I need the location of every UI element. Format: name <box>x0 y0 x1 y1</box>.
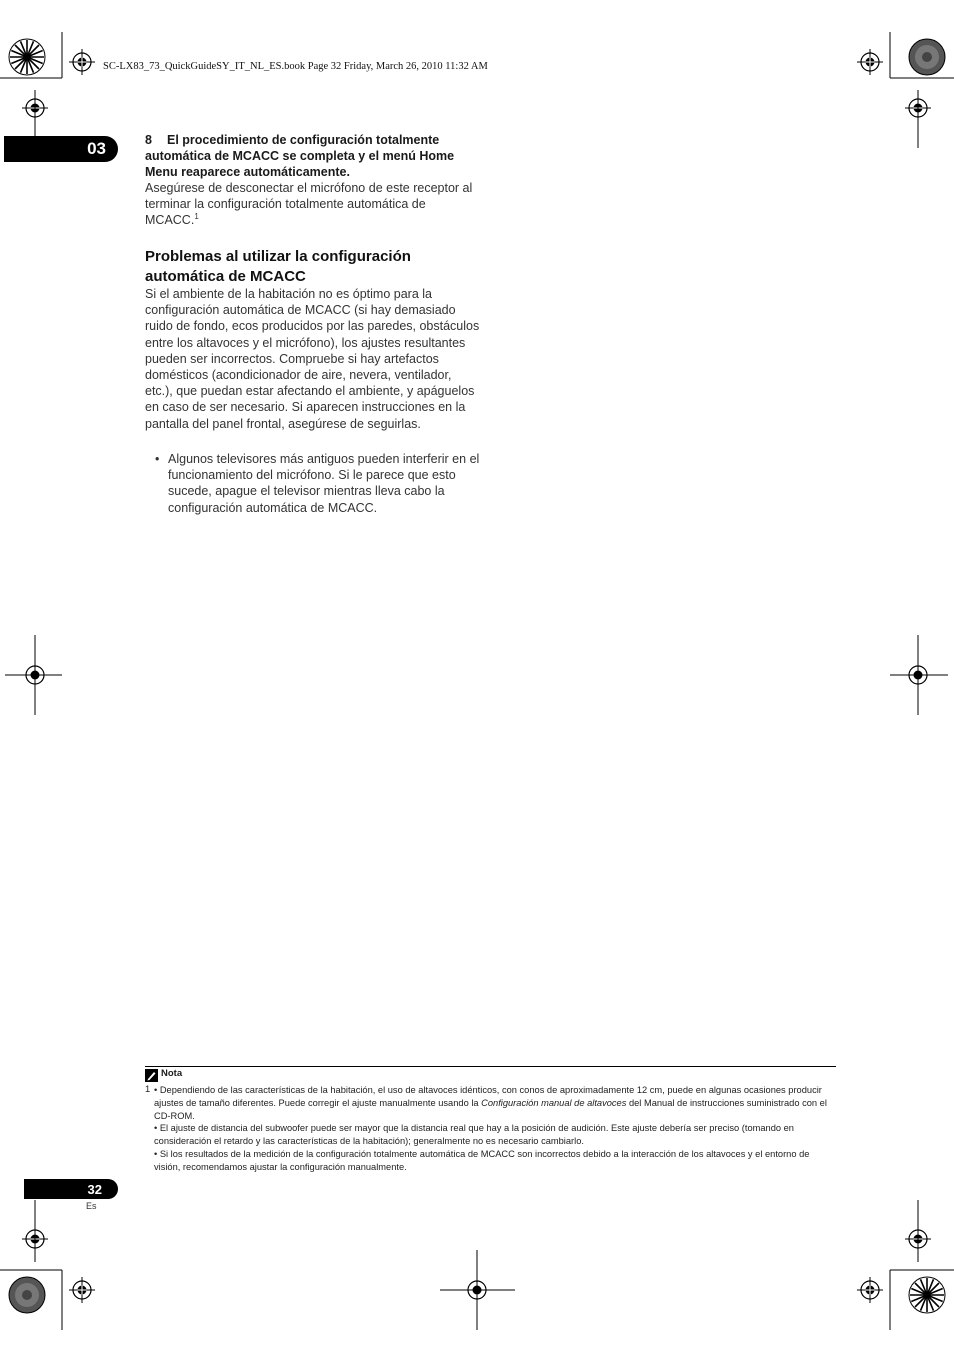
section-paragraph: Si el ambiente de la habitación no es óptimo para la configuración automática de MCACC (si hay demasiado ruido de fondo, ecos producidos por las paredes, obstáculos entre los altavoces y el micrófono), los ajustes resultantes pueden ser incorrectos. Compruebe si hay artefactos domésticos (acondicionador de aire, nevera, ventilador, etc.), que puedan estar afectando el ambiente, y apáguelos en caso de ser necesario. Si aparecen instrucciones en la pantalla del panel frontal, asegúrese de seguirlas. <box>145 287 480 431</box>
page-number: 32 <box>87 1181 102 1197</box>
footnote-number: 1 <box>145 1084 151 1094</box>
footnote-item: • El ajuste de distancia del subwoofer puede ser mayor que la distancia real que hay a la posición de audición. Este ajuste debería ser preciso (tomando en consideración el retardo y las características de la habitación); generalmente no es necesario cambiarlo. <box>154 1123 794 1146</box>
note-icon <box>145 1069 158 1082</box>
bullet-text: Algunos televisores más antiguos pueden interferir en el funcionamiento del micrófono. Si le parece que esto sucede, apague el televisor mientras lleva cabo la configuración automática de MCACC. <box>168 452 480 515</box>
notes-divider <box>145 1066 836 1067</box>
chapter-number: 03 <box>87 139 106 158</box>
footnote-emphasis: Configuración manual de altavoces <box>481 1098 627 1108</box>
registration-mark-icon <box>857 1277 883 1303</box>
chapter-number-tab <box>4 136 118 162</box>
color-wheel-icon <box>9 1277 45 1313</box>
bullet-symbol: • <box>155 452 160 466</box>
print-file-info: SC-LX83_73_QuickGuideSY_IT_NL_ES.book Page 32 Friday, March 26, 2010 11:32 AM <box>103 61 488 72</box>
notes-label: Nota <box>161 1068 183 1079</box>
color-wheel-icon <box>909 1277 945 1313</box>
registration-mark-icon <box>69 49 95 75</box>
footnote-item: • Si los resultados de la medición de la configuración totalmente automática de MCACC son incorrectos debido a la interacción de los altavoces y el entorno de visión, recomendamos ajustar la configuración manualmente. <box>154 1149 810 1172</box>
step-body <box>145 180 481 229</box>
color-wheel-icon <box>9 39 45 75</box>
step-number: 8 <box>145 133 152 147</box>
language-code: Es <box>86 1201 97 1211</box>
color-wheel-icon <box>909 39 945 75</box>
step-body-text: Asegúrese de desconectar el micrófono de este receptor al terminar la configuración totalmente automática de MCACC. <box>145 181 473 228</box>
section-title: Problemas al utilizar la configuración automática de MCACC <box>145 248 411 285</box>
page-number-tab <box>24 1179 118 1199</box>
registration-mark-icon <box>857 49 883 75</box>
footnote-text: • Dependiendo de las características de la habitación, el uso de altavoces idénticos, con conos de aproximadamente 12 cm, puede en algunas ocasiones producir ajustes de tamaño diferentes. Puede corregir el ajuste manualmente usando la <box>154 1085 822 1108</box>
step-text: El procedimiento de configuración totalmente automática de MCACC se completa y el menú Home Menu reaparece automáticamente. <box>145 133 455 179</box>
footnote-text: del Manual de instrucciones suministrado con el CD-ROM. <box>154 1098 827 1121</box>
footnote-ref: 1 <box>194 212 199 222</box>
step-heading <box>145 132 481 180</box>
registration-mark-icon <box>69 1277 95 1303</box>
footnote-item <box>154 1084 836 1123</box>
